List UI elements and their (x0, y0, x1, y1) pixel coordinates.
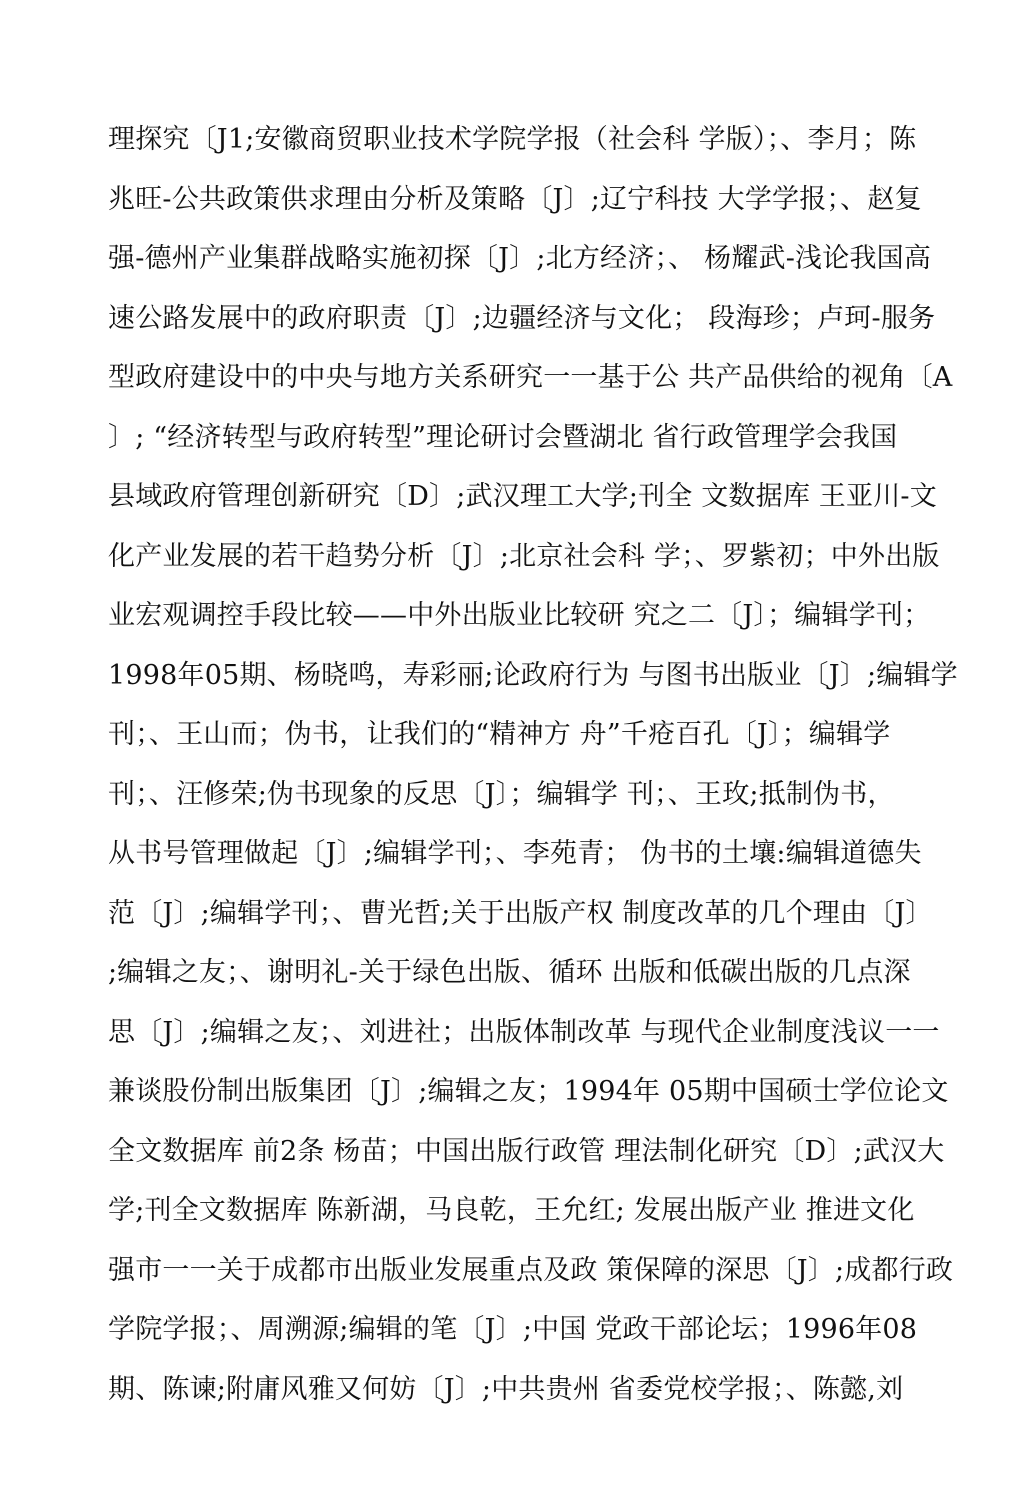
text-line: 学;刊全文数据库 陈新湖，马良乾，王允红; 发展出版产业 推进文化 (108, 1195, 915, 1226)
text-line: 刊；、汪修荣;伪书现象的反思〔J〕；编辑学 刊；、王玫;抵制伪书， (108, 778, 895, 810)
body-text (108, 110, 958, 1419)
text-line: 全文数据库 前2条 杨苗；中国出版行政管 理法制化研究〔D〕;武汉大 (108, 1135, 945, 1167)
text-line: 期、陈谏;附庸风雅又何妨〔J〕;中共贵州 省委党校学报；、陈懿,刘 (108, 1373, 904, 1405)
text-line: 业宏观调控手段比较——中外出版业比较研 究之二〔J〕；编辑学刊； (108, 600, 931, 631)
text-line: 化产业发展的若干趋势分析〔J〕;北京社会科 学；、罗紫初；中外出版 (108, 540, 940, 572)
text-line: 县域政府管理创新研究〔D〕;武汉理工大学;刊全 文数据库 王亚川-文 (108, 481, 937, 512)
text-line: 理探究〔J1;安徽商贸职业技术学院学报（社会科 学版）；、李月；陈 (108, 124, 917, 155)
text-line: 兆旺-公共政策供求理由分析及策略〔J〕;辽宁科技 大学学报；、赵复 (108, 183, 922, 215)
text-line: 型政府建设中的中央与地方关系研究一一基于公 共产品供给的视角〔A (108, 362, 953, 393)
text-line: 兼谈股份制出版集团〔J〕;编辑之友；1994年 05期中国硕士学位论文 (108, 1076, 949, 1107)
text-line: 学院学报；、周溯源;编辑的笔〔J〕;中国 党政干部论坛；1996年08 (108, 1314, 918, 1345)
text-line: 刊；、王山而；伪书，让我们的“精神方 舟”千疮百孔〔J〕；编辑学 (108, 719, 891, 750)
text-line: 1998年05期、杨晓鸣，寿彩丽;论政府行为 与图书出版业〔J〕;编辑学 (108, 659, 958, 691)
text-line: 从书号管理做起〔J〕;编辑学刊；、李苑青； 伪书的土壤:编辑道德失 (108, 838, 922, 869)
text-line: 思〔J〕;编辑之友；、刘进社；出版体制改革 与现代企业制度浅议一一 (108, 1016, 940, 1048)
text-line: ;编辑之友；、谢明礼-关于绿色出版、循环 出版和低碳出版的几点深 (108, 957, 911, 988)
text-line: 〕; “经济转型与政府转型”理论研讨会暨湖北 省行政管理学会我国 (108, 421, 898, 453)
text-line: 强-德州产业集群战略实施初探〔J〕;北方经济；、 杨耀武-浅论我国高 (108, 243, 932, 274)
text-line: 范〔J〕;编辑学刊；、曹光哲;关于出版产权 制度改革的几个理由〔J〕 (108, 897, 933, 929)
text-line: 强市一一关于成都市出版业发展重点及政 策保障的深思〔J〕;成都行政 (108, 1254, 954, 1286)
text-line: 速公路发展中的政府职责〔J〕;边疆经济与文化； 段海珍；卢珂-服务 (108, 302, 936, 334)
